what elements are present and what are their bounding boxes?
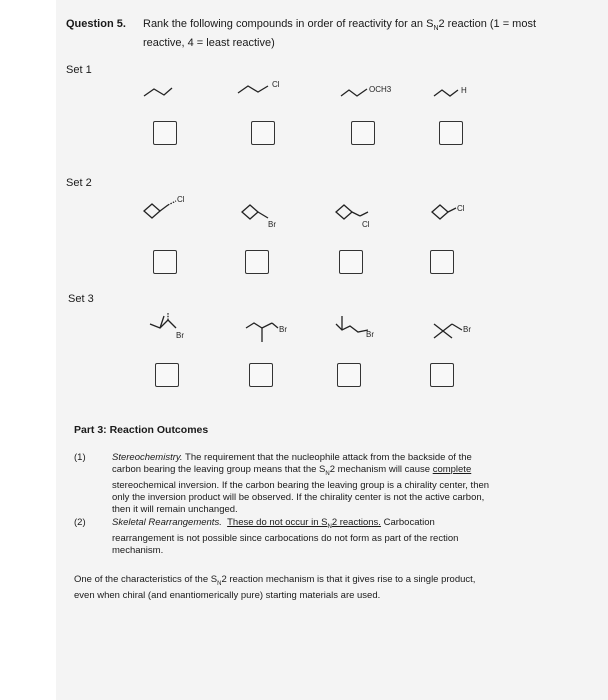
item1-lead: Stereochemistry.	[112, 452, 183, 463]
set1-compound-1	[140, 80, 190, 104]
set-2-label: Set 2	[66, 177, 92, 189]
closing-text-c: even when chiral (and enantiomerically pure) starting materials are used.	[74, 589, 381, 601]
worksheet-page	[56, 0, 608, 700]
set1-answer-box-3[interactable]	[351, 121, 375, 145]
item2-lead: Skeletal Rearrangements.	[112, 517, 222, 528]
set3-answer-box-1[interactable]	[155, 363, 179, 387]
set3-compound-4-label: Br	[463, 325, 471, 334]
set3-compound-2	[242, 314, 302, 354]
set2-compound-1-label: Cl	[177, 195, 185, 204]
set1-compound-3	[337, 78, 417, 102]
closing-paragraph	[74, 574, 594, 602]
set3-answer-box-3[interactable]	[337, 363, 361, 387]
item2-underlined-post: 2 reactions.	[331, 517, 381, 528]
item1-text-b: carbon bearing the leaving group means that the S	[112, 464, 326, 475]
set2-answer-box-2[interactable]	[245, 250, 269, 274]
question-text	[143, 17, 603, 50]
set2-compound-1	[140, 192, 210, 230]
part3-title: Part 3: Reaction Outcomes	[74, 424, 209, 436]
item1-text-f: then it will remain unchanged.	[112, 503, 238, 515]
item2-underlined	[227, 517, 381, 528]
question-line2: reactive, 4 = least reactive)	[143, 37, 275, 50]
item2-text-c: mechanism.	[112, 544, 164, 556]
question-line1-mid: 2 reaction (1 = most	[438, 18, 537, 30]
set3-answer-box-2[interactable]	[249, 363, 273, 387]
set2-compound-4-label: Cl	[457, 204, 465, 213]
item1-underlined: complete	[432, 464, 472, 475]
set2-compound-3-label: Cl	[362, 220, 370, 229]
set2-answer-box-3[interactable]	[339, 250, 363, 274]
closing-text-a: One of the characteristics of the S	[74, 574, 218, 585]
item2-sub: N	[327, 523, 332, 530]
item1-text-d: stereochemical inversion. If the carbon bearing the leaving group is a chirality center, then	[112, 479, 490, 491]
set2-answer-box-4[interactable]	[430, 250, 454, 274]
item2-text	[112, 517, 592, 557]
item1-sub: N	[325, 470, 330, 477]
set-3-label: Set 3	[68, 293, 94, 305]
set3-compound-1-label: Br	[176, 331, 184, 340]
set1-compound-3-label: OCH3	[369, 85, 392, 94]
item1-text	[112, 452, 592, 516]
question-number-label: Question 5.	[66, 18, 126, 30]
question-number	[66, 17, 126, 31]
set1-answer-box-1[interactable]	[153, 121, 177, 145]
item2-number: (2)	[74, 517, 86, 528]
item1-text-c: 2 mechanism will cause	[329, 464, 433, 475]
set1-compound-2	[234, 76, 294, 100]
item1-text-a: The requirement that the nucleophile attack from the backside of the	[182, 452, 472, 463]
item1-number: (1)	[74, 452, 86, 463]
set3-compound-3-label: Br	[366, 330, 374, 339]
set-1-label: Set 1	[66, 64, 92, 76]
set1-compound-2-label: Cl	[272, 80, 280, 89]
closing-sub: N	[217, 580, 222, 587]
set1-compound-4	[430, 80, 490, 104]
set2-compound-2	[238, 196, 308, 234]
item2-text-a: Carbocation	[380, 517, 435, 528]
set2-compound-4	[428, 196, 498, 234]
question-line1-pre: Rank the following compounds in order of reactivity for an S	[143, 18, 434, 30]
set3-compound-2-label: Br	[279, 325, 287, 334]
item2-text-b: rearrangement is not possible since carbocations do not form as part of the rection	[112, 532, 459, 544]
set2-compound-2-label: Br	[268, 220, 276, 229]
set2-compound-3	[332, 196, 402, 234]
question-sub: N	[433, 25, 439, 33]
set3-compound-4	[430, 310, 490, 350]
item2-underlined-pre: These do not occur in S	[227, 517, 328, 528]
set3-compound-3	[332, 310, 392, 350]
set3-answer-box-4[interactable]	[430, 363, 454, 387]
set1-answer-box-2[interactable]	[251, 121, 275, 145]
item1-text-e: only the inversion product will be observed. If the chirality center is not the active carbon,	[112, 491, 485, 503]
set3-compound-1	[148, 310, 208, 350]
set1-compound-4-label: H	[461, 86, 467, 95]
closing-text-b: 2 reaction mechanism is that it gives rise to a single product,	[221, 574, 476, 585]
set2-answer-box-1[interactable]	[153, 250, 177, 274]
set1-answer-box-4[interactable]	[439, 121, 463, 145]
